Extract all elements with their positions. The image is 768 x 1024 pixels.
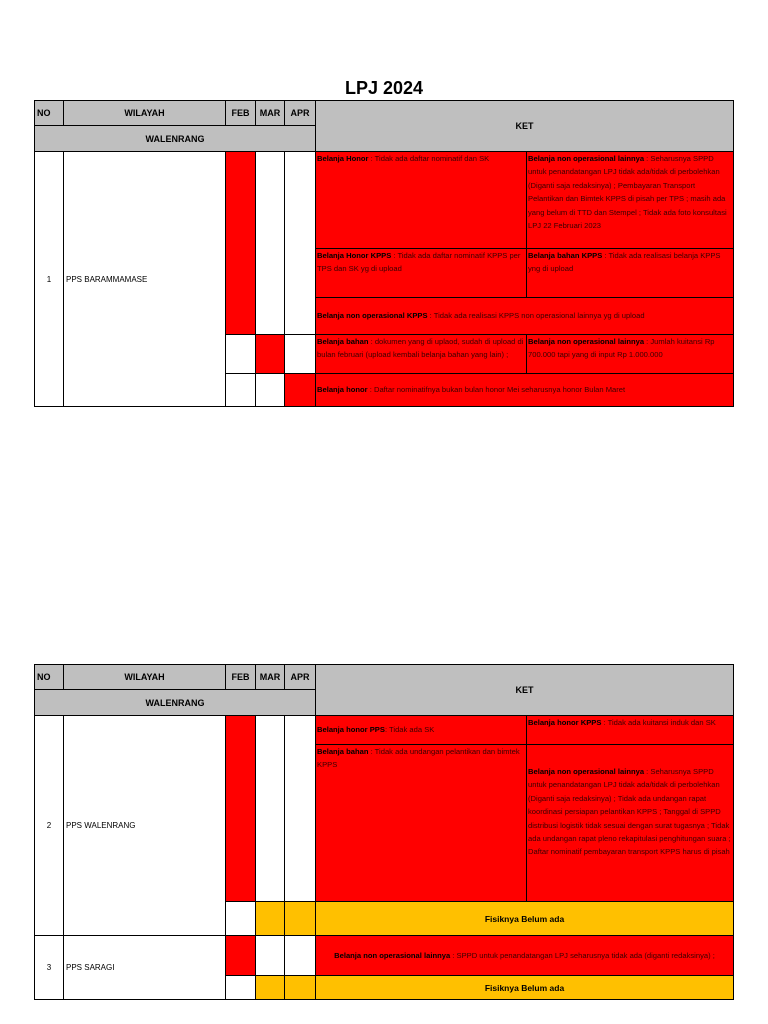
fisik-status-banner: Fisiknya Belum ada	[315, 901, 734, 936]
header-wilayah: WILAYAH	[63, 100, 226, 126]
ket-note: Belanja bahan KPPS : Tidak ada realisasi belanja KPPS yng di upload	[526, 248, 734, 298]
header-apr: APR	[284, 100, 316, 126]
feb-status-cell	[225, 373, 256, 407]
header-no: NO	[34, 100, 64, 126]
page-title: LPJ 2024	[344, 78, 424, 98]
feb-status-cell	[225, 901, 256, 936]
feb-status-cell	[225, 975, 256, 1000]
mar-status-cell	[255, 715, 285, 902]
apr-status-cell	[284, 901, 316, 936]
row-number: 2	[34, 715, 64, 936]
header-wilayah: WILAYAH	[63, 664, 226, 690]
ket-note: Belanja bahan : dokumen yang di uplaod, sudah di upload di bulan februari (upload kembali belanja bahan yang lain) ;	[315, 334, 527, 374]
region-row: WALENRANG	[34, 125, 316, 152]
header-mar: MAR	[255, 100, 285, 126]
apr-status-cell	[284, 715, 316, 902]
apr-status-cell	[284, 935, 316, 976]
mar-status-cell	[255, 334, 285, 374]
row-number: 1	[34, 151, 64, 407]
mar-status-cell	[255, 975, 285, 1000]
fisik-status-banner: Fisiknya Belum ada	[315, 975, 734, 1000]
header-mar: MAR	[255, 664, 285, 690]
ket-note: Belanja non operasional lainnya : Seharusnya SPPD untuk penandatangan LPJ tidak ada/tidak di perbolehkan (Diganti saja redaksinya) ; Tidak ada undangan rapat koordinasi persiapan pelantikan KPPS ; Tanggal di SPPD distribusi logistik tidak sesuai dengan surat tugasnya ; Tidak ada undangan rapat pleno rekapitulasi penghitungan suara ; Daftar nominatif pembayaran transport KPPS harus di pisah	[526, 744, 734, 902]
ket-note: Belanja Honor : Tidak ada daftar nominatif dan SK	[315, 151, 527, 249]
header-apr: APR	[284, 664, 316, 690]
mar-status-cell	[255, 935, 285, 976]
feb-status-cell	[225, 935, 256, 976]
region-row: WALENRANG	[34, 689, 316, 716]
ket-note: Belanja bahan : Tidak ada undangan pelantikan dan bimtek KPPS	[315, 744, 527, 902]
mar-status-cell	[255, 901, 285, 936]
apr-status-cell	[284, 373, 316, 407]
apr-status-cell	[284, 975, 316, 1000]
apr-status-cell	[284, 334, 316, 374]
mar-status-cell	[255, 373, 285, 407]
ket-note: Belanja non operasional lainnya : Jumlah kuitansi Rp 700.000 tapi yang di input Rp 1.000.000	[526, 334, 734, 374]
feb-status-cell	[225, 334, 256, 374]
header-no: NO	[34, 664, 64, 690]
ket-note: Belanja non operasional lainnya : Seharusnya SPPD untuk penandatangan LPJ tidak ada/tidak di perbolehkan (Diganti saja redaksinya) ; Pembayaran Transport Pelantikan dan Bimtek KPPS di pisah per TPS ; masih ada yang belum di TTD dan Stempel ; Tidak ada foto konsultasi LPJ 22 Februari 2023	[526, 151, 734, 249]
row-number: 3	[34, 935, 64, 1000]
feb-status-cell	[225, 151, 256, 335]
header-feb: FEB	[225, 664, 256, 690]
row-wilayah: PPS WALENRANG	[63, 715, 226, 936]
ket-note: Belanja honor : Daftar nominatifnya bukan bulan honor Mei seharusnya honor Bulan Maret	[315, 373, 734, 407]
row-wilayah: PPS SARAGI	[63, 935, 226, 1000]
feb-status-cell	[225, 715, 256, 902]
header-ket: KET	[315, 664, 734, 716]
ket-note: Belanja Honor KPPS : Tidak ada daftar nominatif KPPS per TPS dan SK yg di upload	[315, 248, 527, 298]
row-wilayah: PPS BARAMMAMASE	[63, 151, 226, 407]
mar-status-cell	[255, 151, 285, 335]
ket-note: Belanja non operasional lainnya : SPPD untuk penandatangan LPJ seharusnya tidak ada (diganti redaksinya) ;	[315, 935, 734, 976]
ket-note: Belanja non operasional KPPS : Tidak ada realisasi KPPS non operasional lainnya yg di upload	[315, 297, 734, 335]
header-feb: FEB	[225, 100, 256, 126]
header-ket: KET	[315, 100, 734, 152]
ket-note: Belanja honor PPS: Tidak ada SK	[315, 715, 527, 745]
apr-status-cell	[284, 151, 316, 335]
ket-note: Belanja honor KPPS : Tidak ada kuitansi induk dan SK	[526, 715, 734, 745]
